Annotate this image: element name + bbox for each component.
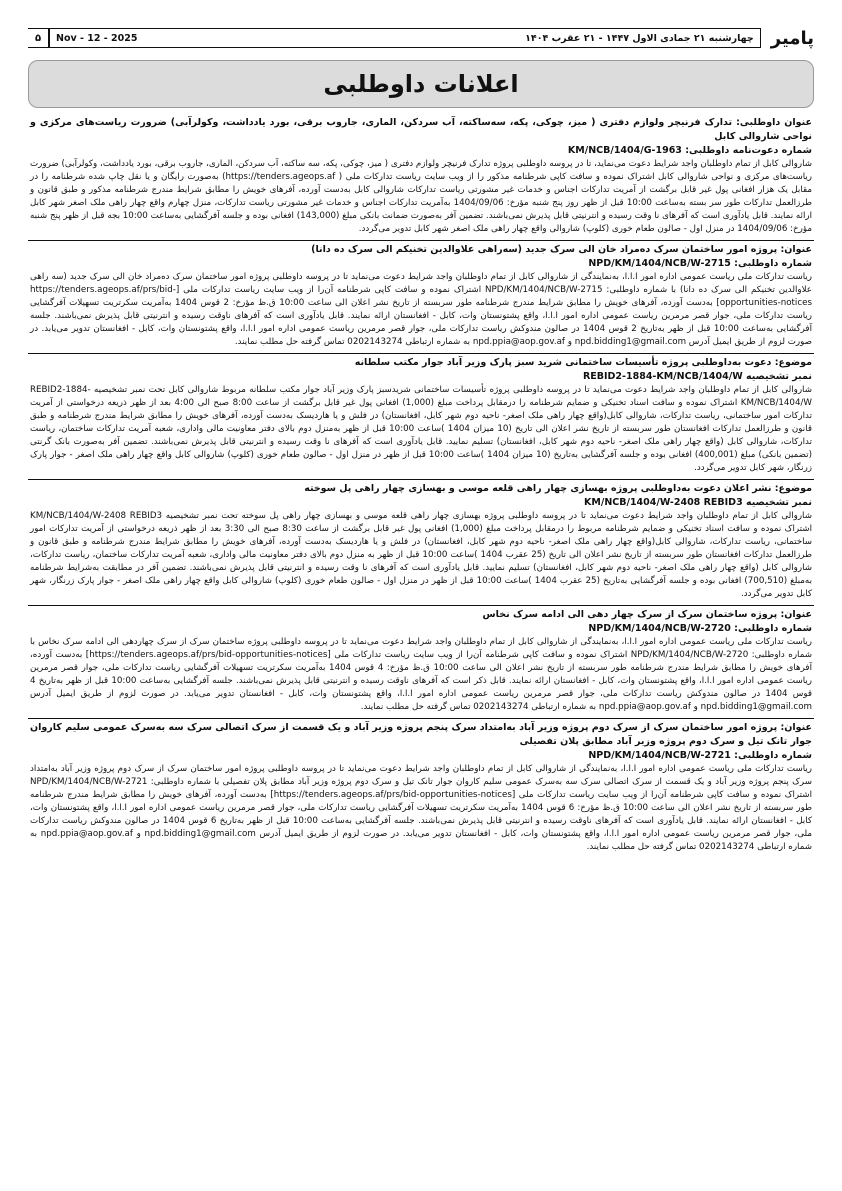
ad-body: ریاست تدارکات ملی ریاست عمومی اداره امور ا.ا.ا، به‌نمایندگی از شاروالی کابل از تمام داوطلبان واجد شرایط دعوت می‌نماید تا در پروسه داوطلبی پروژه امور ساختمان سرک از سرک دوم پروژه وزیر آباد به‌امتداد سرک پنجم پروژه وزیر آباد و یک قسمت از سرک اتصالی سرک سه به‌سرک عمومی سلیم کاروان جوار تانک تیل و سرک دوم پروژه وزیر آباد مطابق پلان تفصیلی با شماره داوطلبی: NPD/KM/1404/NCB/W-2721 اشتراک نموده و سافت کاپی شرطنامه آن‌را از ویب سایت ریاست تدارکات ملی [https://tenders.ageops.af/prs/bid-opportunities-notices] به‌دست آورده، آفرهای خویش را مطابق شرایط مندرج شرطنامه طور سربسته از تاریخ نشر اعلان الی ساعت 10:00 ق.ظ مؤرخ: 6 قوس 1404 به‌آمریت سکرتریت تسهیلات آفرگشایی ریاست تدارکات ملی، جوار قصر مرمرین ریاست عمومی اداره امور ا.ا.ا، واقع پشتونستان وات، کابل - افغانستان ارائه نمایند. قابل یادآوری است که آفرهای ناوقت رسیده و انترنیتی قابل پذیرش نمی‌باشند. جلسه آفرگشایی به‌ساعت 10:00 قبل از ظهر به‌تاریخ 6 قوس 1404 در صالون مندوکش ریاست تدارکات ملی، جوار قصر مرمرین ریاست عمومی اداره امور ا.ا.ا، واقع پشتونستان وات، کابل - افغانستان تدویر می‌یابد. در صورت لزوم از طریق ایمیل آدرس npd.bidding1@gmail.com و npd.ppia@aop.gov.af به شماره ارتباطی 0202143274 تماس گرفته حل مطلب نمایند. <box>30 764 812 852</box>
dateline <box>49 28 761 48</box>
ad-number: نمبر تشخیصیه KM/NCB/1404/W-2408 REBID3 <box>584 497 812 508</box>
tender-ad <box>28 719 814 858</box>
ads-list <box>28 114 814 858</box>
ad-number: شماره داوطلبی: NPD/KM/1404/NCB/W-2715 <box>588 258 812 269</box>
ad-title: عنوان: پروژه امور ساختمان سرک از سرک دوم پروژه وزیر آباد به‌امتداد سرک پنجم پروژه وزیر آباد و یک قسمت از سرک اتصالی سرک سه به‌سرک عمومی سلیم کاروان جوار تانک تیل و سرک دوم پروژه وزیر آباد مطابق پلان تفصیلی <box>30 722 812 747</box>
ad-title: عنوان: پروژه ساختمان سرک از سرک چهار دهی الی ادامه سرک نخاس <box>482 609 812 620</box>
newspaper-logo: پامیر <box>770 27 814 49</box>
ad-body: ریاست تدارکات ملی ریاست عمومی اداره امور ا.ا.ا، به‌نمایندگی از شاروالی کابل از تمام داوطلبان واجد شرایط دعوت می‌نماید تا در پروسه داوطلبی پروژه ساختمان سرک از سرک چهاردهی الی ادامه سرک نخاس با شماره داوطلبی: NPD/KM/1404/NCB/W-2720 اشتراک نموده و سافت کاپی شرطنامه آن‌را از ویب سایت ریاست تدارکات ملی [https://tenders.ageops.af/prs/bid-opportunities-notices] به‌دست آورده، آفرهای خویش را مطابق شرایط مندرج شرطنامه طور سربسته از تاریخ نشر اعلان الی ساعت 10:00 ق.ظ مؤرخ: 4 قوس 1404 به‌آمریت سکرتریت تسهیلات آفرگشایی ریاست تدارکات ملی، جوار قصر مرمرین ریاست عمومی اداره امور ا.ا.ا، واقع پشتونستان وات، کابل - افغانستان ارائه نمایند. قابل ذکر است که آفرهای ناوقت رسیده و انترنیتی قابل پذیرش نمی‌باشند. جلسه آفرگشایی به‌ساعت 10:00 قبل از ظهر به‌تاریخ 4 قوس 1404 در صالون مندوکش ریاست تدارکات ملی، جوار قصر مرمرین ریاست عمومی اداره امور ا.ا.ا، واقع پشتونستان وات، کابل - افغانستان تدویر می‌یابد. در صورت لزوم از طریق ایمیل آدرس npd.bidding1@gmail.com و npd.ppia@aop.gov.af به شماره ارتباطی 0202143274 تماس گرفته حل مطلب نمایند. <box>30 637 813 712</box>
ad-title: موضوع: دعوت به‌داوطلبی پروژه تأسیسات ساختمانی شرید سبز پارک وزیر آباد جوار مکتب سلطانه <box>354 357 812 368</box>
ad-body: شاروالی کابل از تمام داوطلبان واجد شرایط دعوت می‌نماید، تا در پروسه داوطلبی پروژه تدارک فرنیچر ولوازم دفتری ( میز، چوکی، پکه، سه ساکته، آب سردکن، الماری، جاروب برقی، بورد یادداشت، وکولرآبی) ضرورت ریاست‌های مرکزی و نواحی شاروالی کابل اشتراک نموده و سافت کاپی شرطنامه مذکور را از ویب سایت ریاست تدارکات ملی ( https://tenders.ageops.af) به‌صورت رایگان و یا نقل چاپ شده شرطنامه را در مقابل یک هزار افغانی پول غیر قابل برگشت از آمریت تدارکات اجناس و خدمات غیر مشورتی ریاست تدارکات شاروالی کابل به‌دست آورده، آفرهای خویش را مطابق شرایط مندرج شرطنامه مذکور و طبق قانون و طرزالعمل تدارکات طور سر بسته به‌ساعت 10:00 قبل از ظهر روز پنج شنبه مؤرخ: 1404/09/06 به‌آمریت تدارکات اجناس و خدمات غیر مشورتی ریاست تدارکات، منزل چهارم واقع چهار راهی ملک اصغر شهر کابل ارائه نمایند. قابل یادآوری است که آفرهای نا وقت رسیده و انترنیتی قابل پذیرش نمی‌باشند. تضمین آفر به‌صورت ضمانت بانکی مبلغ (143,000) افغانی بوده و جلسه آفرگشایی به‌ساعت 10:00 بجه قبل از ظهر پنج شنبه مؤرخ: 1404/09/06 در منزل اول - صالون طعام خوری (کلوپ) شاروالی واقع چهار راهی ملک اصغر شهر کابل تدویر می‌گردد. <box>30 159 812 234</box>
ad-title: عنوان داوطلبی: تدارک فرنیچر ولوازم دفتری ( میز، چوکی، پکه، سه‌ساکته، آب سردکن، الماری، جاروب برقی، بورد یادداشت، وکولرآبی) ضرورت ریاست‌های مرکزی و نواحی شاروالی کابل <box>30 117 812 142</box>
ad-body: ریاست تدارکات ملی ریاست عمومی اداره امور ا.ا.ا، به‌نمایندگی از شاروالی کابل از تمام داوطلبان واجد شرایط دعوت می‌نماید تا در پروسه داوطلبی پروژه امور ساختمان سرک ده‌مراد خان الی سرک جدید (سه راهی علاوالدین تخنیکم الی سرک ده دانا) با شماره داوطلبی: NPD/KM/1404/NCB/W-2715 اشتراک نموده و سافت کاپی شرطنامه آن‌را از ویب سایت ریاست تدارکات ملی [https://tenders.ageops.af/prs/bid-opportunities-notices] به‌دست آورده، آفرهای خویش را مطابق شرایط مندرج شرطنامه طور سربسته از تاریخ نشر اعلان الی ساعت 10:00 ق.ظ مؤرخ: 2 قوس 1404 به‌آمریت سکرتریت تسهیلات آفرگشایی ریاست تدارکات ملی، جوار قصر مرمرین ریاست عمومی اداره امور ا.ا.ا، واقع پشتونستان وات، کابل - افغانستان ارائه نمایند. قابل یادآوری است که آفرهای ناوقت رسیده و انترنیتی قابل پذیرش نمی‌باشند. جلسه آفرگشایی به‌ساعت 10:00 قبل از ظهر به‌تاریخ 2 قوس 1404 در صالون مندوکش ریاست تدارکات ملی، جوار قصر مرمرین ریاست عمومی اداره امور ا.ا.ا، واقع پشتونستان وات، کابل - افغانستان تدویر می‌یابد. در صورت لزوم از طریق ایمیل آدرس npd.bidding1@gmail.com و npd.ppia@aop.gov.af به شماره ارتباطی 0202143274 تماس گرفته حل مطلب نمایند. <box>30 272 812 347</box>
ad-body: شاروالی کابل از تمام داوطلبان واجد شرایط دعوت می‌نماید تا در پروسه داوطلبی پروژه تأسیسات ساختمانی شریدسبز پارک وزیر آباد جوار مکتب سلطانه مربوط شاروالی کابل تحت نمبر تشخیصیه REBID2-1884-KM/NCB/1404/W اشتراک نموده و سافت اسناد تخنیکی و ضمایم شرطنامه را درمقابل پرداخت مبلغ (1,000) افغانی پول غیر قابل برگشت از ساعت 8:00 صبح الی 4:00 بعد از ظهر ذریعه درخواستی از آمریت تدارکات امور ساختمانی، ریاست تدارکات، شاروالی کابل(واقع چهار راهی ملک اصغر- ناحیه دوم شهر کابل، افغانستان) در فلش و یا هاردیسک به‌دست آورده، آفرهای خویش را مطابق شرایط مندرج شرطنامه و طبق قانون و طرزالعمل تدارکات افغانستان طور سربسته از تاریخ نشر اعلان الی تاریخ (10 میزان 1404 )ساعت 10:00 قبل از ظهر به‌منزل دوم بالای دفتر معاونیت مالی واداری، شعبه آمریت تدارکات ساختمان، ریاست تدارکات، شاروالی کابل (واقع چهار راهی ملک اصغر- ناحیه دوم شهر کابل، افغانستان) تسلیم نمایید. قابل یادآوری است که آفرهای نا وقت رسیده و انترنیتی قابل پذیرش نمی‌باشند. تضمین آفر به‌صورت بانک گرنتی (تضمین بانکی) مبلغ (400,001) افغانی بوده و جلسه آفرگشایی به‌تاریخ (10 میزان 1404 )ساعت 10:00 قبل از ظهر در منزل اول - صالون طعام خوری (کلوپ) شاروالی کابل واقع چهار راهی ملک اصغر - جوار پارک زرنگار، شهر کابل تدویر می‌گردد. <box>30 385 812 473</box>
ad-title: عنوان: پروژه امور ساختمان سرک ده‌مراد خان الی سرک جدید (سه‌راهی علاوالدین تخنیکم الی سرک ده دانا) <box>311 244 812 255</box>
date-persian: چهارشنبه ۲۱ جمادی الاول ۱۴۴۷ - ۲۱ عقرب ۱۴۰۴ <box>525 32 754 44</box>
page-header <box>28 18 814 58</box>
ad-number: نمبر تشخیصیه REBID2-1884-KM/NCB/1404/W <box>582 371 812 382</box>
ad-number: شماره دعوت‌نامه داوطلبی: KM/NCB/1404/G-1963 <box>567 145 812 156</box>
ad-number: شماره داوطلبی: NPD/KM/1404/NCB/W-2721 <box>588 750 812 761</box>
page-number: ۵ <box>28 28 49 48</box>
date-gregorian: Nov - 12 - 2025 <box>56 32 138 44</box>
section-title: اعلانات داوطلبی <box>323 70 519 98</box>
tender-ad <box>28 354 814 480</box>
tender-ad <box>28 480 814 606</box>
ad-title: موضوع: نشر اعلان دعوت به‌داوطلبی پروژه بهسازی چهار راهی قلعه موسی و بهسازی چهار راهی پل سوخته <box>304 483 812 494</box>
ad-body: شاروالی کابل از تمام داوطلبان واجد شرایط دعوت می‌نماید تا در پروسه داوطلبی پروژه بهسازی چهار راهی قلعه موسی و بهسازی چهار راهی پل سوخته تحت نمبر تشخیصیه KM/NCB/1404/W-2408 REBID3 اشتراک نموده و سافت اسناد تخنیکی و ضمایم شرطنامه مربوط را درمقابل پرداخت مبلغ (1,000) افغانی پول غیر قابل برگشت از ساعت 8:30 صبح الی 3:30 بعد از ظهر ذریعه درخواستی از آمریت تدارکات امور ساختمانی، ریاست تدارکات، شاروالی کابل(واقع چهار راهی ملک اصغر- ناحیه دوم شهر کابل، افغانستان) در فلش و یا هاردیسک به‌دست آورده، آفرهای خویش را مطابق شرایط مندرج شرطنامه و طبق قانون و طرزالعمل تدارکات افغانستان طور سربسته از تاریخ نشر اعلان الی تاریخ (25 عقرب 1404 )ساعت 10:00 قبل از ظهر به منزل دوم بالای دفتر معاونیت مالی واداری، شعبه آمریت تدارکات ساختمان، ریاست تدارکات، شاروالی کابل (واقع چهار راهی ملک اصغر- ناحیه دوم شهر کابل، افغانستان) تسلیم نمایید. قابل یادآوری است که آفرهای نا وقت رسیده و انترنیتی قابل پذیرش نمی‌باشند. تضمین آفر در مطابقت به‌شرایط شرطنامه به‌مبلغ (700,510) افغانی بوده و جلسه آفرگشایی به‌تاریخ (25 عقرب 1404 )ساعت 10:00 قبل از ظهر در منزل اول - صالون طعام خوری (کلوپ) شاروالی کابل واقع چهار راهی ملک اصغر - جوار پارک زرنگار، شهر کابل تدویر می‌گردد. <box>30 511 812 599</box>
tender-ad <box>28 114 814 241</box>
section-banner <box>28 60 814 108</box>
ad-number: شماره داوطلبی: NPD/KM/1404/NCB/W-2720 <box>588 623 812 634</box>
tender-ad <box>28 241 814 354</box>
tender-ad <box>28 606 814 719</box>
